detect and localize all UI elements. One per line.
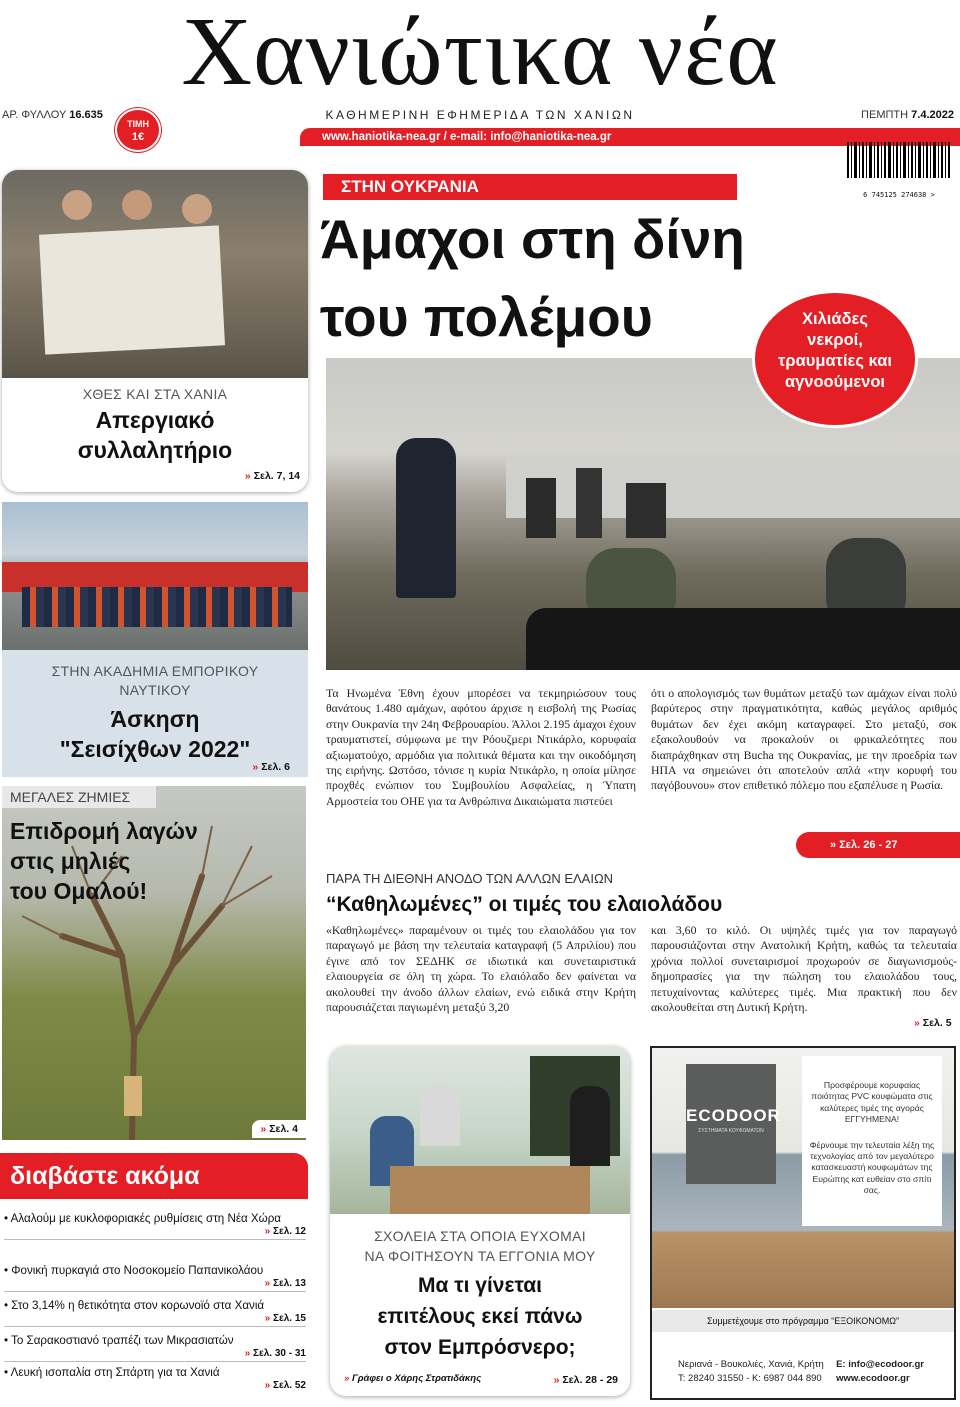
oil-kicker: ΠΑΡΑ ΤΗ ΔΙΕΘΝΗ ΑΝΟΔΟ ΤΩΝ ΑΛΛΩΝ ΕΛΑΙΩΝ <box>326 871 614 886</box>
crowd <box>22 587 292 627</box>
ad-phones[interactable]: Τ: 28240 31550 - Κ: 6987 044 890 <box>678 1373 822 1384</box>
drill-kicker-line: ΝΑΥΤΙΚΟΥ <box>119 682 191 698</box>
bubble-line: αγνοούμενοι <box>784 373 886 391</box>
strike-title-line[interactable]: συλλαλητήριο <box>77 437 233 463</box>
tombstone <box>526 478 556 538</box>
cemetery-wall <box>506 458 960 518</box>
contact-text[interactable]: www.haniotika-nea.gr / e-mail: info@haniotika-nea.gr <box>322 131 612 143</box>
drill-kicker-line: ΣΤΗΝ ΑΚΑΔΗΜΙΑ ΕΜΠΟΡΙΚΟΥ <box>51 663 259 679</box>
strike-ref-text[interactable]: Σελ. 7, 14 <box>253 470 300 482</box>
body-bags <box>526 608 960 670</box>
drill-headline[interactable] <box>2 704 308 764</box>
school-kicker-line: ΝΑ ΦΟΙΤΗΣΟΥΝ ΤΑ ΕΓΓΟΝΙΑ ΜΟΥ <box>364 1248 596 1264</box>
read-more-ref[interactable]: » Σελ. 30 - 31 <box>244 1348 306 1359</box>
read-more-ref[interactable]: » Σελ. 52 <box>264 1380 306 1391</box>
school-kicker <box>330 1226 630 1266</box>
school-author: » Γράφει ο Χάρης Στρατιδάκης <box>344 1373 482 1384</box>
school-title-line[interactable]: στον Εμπρόσνερο; <box>384 1336 576 1359</box>
strike-title-line[interactable]: Απεργιακό <box>95 407 215 433</box>
drill-kicker <box>2 662 308 700</box>
read-more-ref[interactable]: » Σελ. 15 <box>264 1313 306 1324</box>
issue-label: ΑΡ. ΦΥΛΛΟΥ <box>2 109 67 121</box>
pupil <box>420 1086 460 1146</box>
ad-email[interactable]: E: info@ecodoor.gr <box>836 1359 924 1370</box>
read-more-text[interactable]: • Αλαλούμ με κυκλοφοριακές ρυθμίσεις στη Νέα Χώρα <box>4 1212 281 1225</box>
school-ref-text[interactable]: Σελ. 28 - 29 <box>562 1374 618 1386</box>
school-title-line[interactable]: επιτέλους εκεί πάνω <box>377 1305 583 1328</box>
price-label: ΤΙΜΗ <box>127 119 149 129</box>
oil-ref-text[interactable]: Σελ. 5 <box>922 1017 952 1029</box>
ad-text-2: Φέρνουμε την τελευταία λέξη της τεχνολογίας από τον μεγαλύτερο κατασκευαστή κουφωμάτων της Ευρώπης κατ ευθείαν στο σπίτι σας. <box>809 1139 935 1196</box>
teacher <box>570 1086 610 1166</box>
ad-contact-right[interactable] <box>836 1358 924 1386</box>
strike-kicker: ΧΘΕΣ ΚΑΙ ΣΤΑ ΧΑΝΙΑ <box>82 386 228 402</box>
protest-banner <box>39 225 225 354</box>
read-more-ref[interactable]: » Σελ. 13 <box>264 1278 306 1289</box>
hares-page-ref[interactable]: » Σελ. 4 <box>252 1120 306 1138</box>
ad-contact-left <box>678 1358 824 1386</box>
ad-logo-sub: ΣΥΣΤΗΜΑΤΑ ΚΟΥΦΩΜΑΤΩΝ <box>698 1128 764 1134</box>
casualties-bubble <box>752 290 918 428</box>
school-title-line[interactable]: Μα τι γίνεται <box>418 1274 542 1297</box>
read-more-item[interactable] <box>4 1365 306 1391</box>
hares-title-line[interactable]: του Ομαλού! <box>10 878 148 904</box>
child-face <box>122 190 152 220</box>
main-headline-line[interactable]: Άμαχοι στη δίνη <box>320 208 745 270</box>
soldier <box>396 438 456 598</box>
ad-address: Νεριανά - Βουκολιές, Χανιά, Κρήτη <box>678 1359 824 1370</box>
ad-program: Συμμετέχουμε στο πρόγραμμα “ΕΞΟΙΚΟΝΟΜΩ” <box>652 1310 954 1332</box>
price-badge <box>115 108 161 152</box>
read-more-item[interactable] <box>4 1333 306 1362</box>
drill-photo <box>2 502 308 650</box>
main-ref-text[interactable]: Σελ. 26 - 27 <box>839 839 898 851</box>
desk <box>390 1166 590 1214</box>
school-page-ref[interactable]: » Σελ. 28 - 29 <box>553 1374 618 1386</box>
ad-text-panel <box>802 1056 942 1226</box>
oil-headline[interactable]: “Καθηλωμένες” οι τιμές του ελαιολάδου <box>326 893 723 916</box>
main-kicker: ΣΤΗΝ ΟΥΚΡΑΝΙΑ <box>323 174 737 200</box>
read-more-text[interactable]: • Στο 3,14% η θετικότητα στον κορωνοϊό στα Χανιά <box>4 1299 265 1312</box>
drill-card[interactable] <box>2 502 308 777</box>
date: 7.4.2022 <box>911 109 954 121</box>
strike-card[interactable] <box>2 170 308 492</box>
drill-title-line[interactable]: "Σεισίχθων 2022" <box>59 736 251 762</box>
strike-headline[interactable] <box>2 405 308 465</box>
hares-card[interactable] <box>2 786 306 1140</box>
main-headline-line[interactable]: του πολέμου <box>320 286 653 348</box>
drill-ref-text[interactable]: Σελ. 6 <box>261 761 290 773</box>
day: ΠΕΜΠΤΗ <box>861 109 909 121</box>
oil-column-2: και 3,60 το κιλό. Οι υψηλές τιμές για τον παραγωγό παρουσιάζονται στην Ανατολική Κρήτη, καθώς τα τελευταία χρόνια πολλοί συνεταιρισμοί προχωρούν σε διαγωνισμούς- δημοπρασίες για την πώληση του ελαιολάδου τους, πετυχαίνοντας καλύτερες τιμές. Μια πρακτική που δεν ακολουθείται στη Δυτική Κρήτη. <box>651 923 957 1015</box>
oil-column-1: «Καθηλωμένες» παραμένουν οι τιμές του ελαιολάδου για τον παραγωγό με βάση την τελευταία καταγραφή (5 Απριλίου) που έγινε από τον ΣΕΔΗΚ σε ιδιωτικά και συνεταιριστικά ελαιουργεία σε όλη τη χώρα. Το ελαιόλαδο δεν φαίνεται να ακολουθεί την άνοδο άλλων ελαίων, ενώ ειδικά στην Κρήτη παρουσιάζεται παγιωμένη μεταξύ 3,20 <box>326 923 636 1015</box>
masthead-title: Χανιώτικα νέα <box>181 0 779 106</box>
school-headline[interactable] <box>330 1270 630 1363</box>
bubble-line: τραυματίες και <box>778 352 892 370</box>
read-more-separator <box>4 1361 306 1362</box>
child-face <box>182 194 212 224</box>
school-photo <box>330 1046 630 1214</box>
main-column-1: Τα Ηνωμένα Έθνη έχουν μπορέσει να τεκμηριώσουν τους θανάτους 1.480 αμάχων, αφότου άρχισε η εισβολή της Ρωσίας στην Ουκρανία την 24η Φεβρουαρίου. Άλλοι 2.195 άμαχοι έχουν τραυματιστεί, σύμφωνα με την Ρόουζμερι Ντικάρλο, κορυφαία αξιωματούχο, αρμόδια για πολιτικά θέματα και την οικοδόμηση της ειρήνης. Ωστόσο, τόνισε η κυρία Ντικάρλο, η οποία μίλησε προχθές ενώπιον του Συμβουλίου Ασφαλείας, η Ύπατη Αρμοστεία του ΟΗΕ για τα Ανθρώπινα Δικαιώματα πιστεύει <box>326 686 636 808</box>
strike-photo <box>2 170 308 378</box>
tombstone <box>626 483 666 538</box>
strike-page-ref[interactable]: » Σελ. 7, 14 <box>244 470 300 482</box>
read-more-text[interactable]: • Λευκή ισοπαλία στη Σπάρτη για τα Χανιά <box>4 1366 220 1379</box>
main-page-ref[interactable]: » Σελ. 26 - 27 <box>796 832 960 858</box>
barcode <box>845 140 953 198</box>
hares-kicker: ΜΕΓΑΛΕΣ ΖΗΜΙΕΣ <box>2 786 156 808</box>
school-kicker-line: ΣΧΟΛΕΙΑ ΣΤΑ ΟΠΟΙΑ ΕΥΧΟΜΑΙ <box>374 1228 586 1244</box>
read-more-item[interactable] <box>4 1263 306 1292</box>
ad-web[interactable]: www.ecodoor.gr <box>836 1373 910 1384</box>
read-more-text[interactable]: • Φονική πυρκαγιά στο Νοσοκομείο Παπανικολάου <box>4 1264 264 1277</box>
read-more-title: διαβάστε ακόμα <box>0 1153 308 1199</box>
hares-headline[interactable] <box>10 816 198 906</box>
ad-logo-box <box>686 1064 781 1184</box>
school-author-text: Γράφει ο Χάρης Στρατιδάκης <box>351 1373 482 1384</box>
tombstone <box>576 468 602 538</box>
date-info <box>861 109 954 121</box>
price-value: 1€ <box>131 131 145 143</box>
drill-title-line[interactable]: Άσκηση <box>110 706 200 732</box>
read-more-separator <box>4 1239 306 1240</box>
read-more-separator <box>4 1291 306 1292</box>
read-more-separator <box>4 1326 306 1327</box>
read-more-text[interactable]: • Το Σαρακοστιανό τραπέζι των Μικρασιατών <box>4 1334 234 1347</box>
oil-page-ref[interactable]: » Σελ. 5 <box>914 1017 952 1029</box>
slogan: ΚΑΘΗΜΕΡΙΝΗ ΕΦΗΜΕΡΙΔΑ ΤΩΝ ΧΑΝΙΩΝ <box>325 108 635 122</box>
read-more-ref[interactable]: » Σελ. 12 <box>264 1226 306 1237</box>
hares-title-line[interactable]: στις μηλιές <box>10 848 131 874</box>
school-card[interactable] <box>330 1046 630 1396</box>
barcode-digits: 6 745125 274638 > <box>863 191 935 199</box>
read-more-item[interactable] <box>4 1298 306 1327</box>
ad-text-1: Προσφέρουμε κορυφαίας ποιότητας PVC κουφώματα στις καλύτερες τιμές της αγοράς ΕΓΓΥΗΜΕΝΑ! <box>811 1080 933 1125</box>
bubble-line: Χιλιάδες <box>802 310 868 328</box>
barcode-icon <box>845 140 953 186</box>
issue-number: 16.635 <box>69 109 103 121</box>
main-column-2: ότι ο απολογισμός των θυμάτων μεταξύ των αμάχων είναι πολύ βαρύτερος στην πραγματικότητα, καθώς μεγάλος αριθμός θυμάτων δεν έχει ακόμη καταγραφεί. Στο μεταξύ, σοκ εξακολουθούν να προκαλούν οι φρικαλεότητες που διαπράχθηκαν στη Bucha της Ουκρανίας, με την προεδρία των ΗΠΑ να σημειώνει ότι αποτελούν απλά «την κορυφή του παγόβουνου» στον επιθετικό πόλεμο που εξαπέλυσε η Ρωσία. <box>651 686 957 793</box>
hares-title-line[interactable]: Επιδρομή λαγών <box>10 818 198 844</box>
bubble-line: νεκροί, <box>807 331 863 349</box>
read-more-item[interactable] <box>4 1211 306 1240</box>
hares-ref-text[interactable]: Σελ. 4 <box>269 1123 298 1135</box>
drill-page-ref[interactable]: » Σελ. 6 <box>252 761 290 773</box>
ecodoor-ad[interactable] <box>650 1046 956 1400</box>
child-face <box>62 190 92 220</box>
issue-info <box>2 109 103 121</box>
ad-logo: ECODOOR <box>686 1106 781 1125</box>
